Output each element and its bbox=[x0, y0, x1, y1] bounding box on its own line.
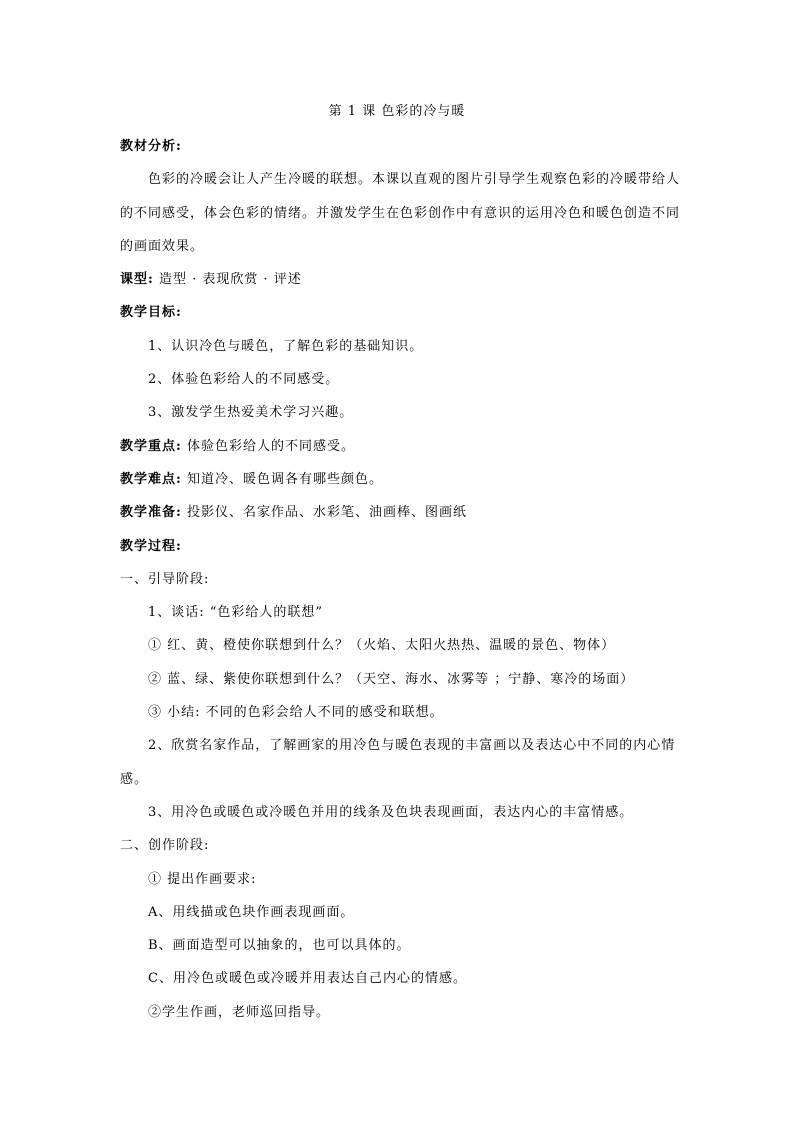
key-point-value: 体验色彩给人的不同感受。 bbox=[181, 438, 355, 454]
objective-item-1: 1、认识冷色与暖色，了解色彩的基础知识。 bbox=[148, 338, 424, 354]
preparation-value: 投影仪、名家作品、水彩笔、油画棒、图画纸 bbox=[181, 505, 467, 521]
objective-item-2: 2、体验色彩给人的不同感受。 bbox=[148, 372, 340, 388]
stage1-question-2: ② 蓝、绿、紫使你联想到什么？（天空、海水、冰雾等 ；宁静、寒冷的场面） bbox=[148, 671, 635, 687]
preparation-label: 教学准备: bbox=[120, 505, 182, 521]
lesson-type-value: 造型 · 表现欣赏 · 评述 bbox=[153, 272, 302, 288]
stage1-item-2-line-1: 2、欣赏名家作品，了解画家的用冷色与暖色表现的丰富画以及表达心中不同的内心情 bbox=[148, 738, 676, 754]
difficulty-label: 教学难点: bbox=[120, 471, 182, 487]
analysis-line-2: 的不同感受，体会色彩的情绪。并激发学生在色彩创作中有意识的运用冷色和暖色创造不同 bbox=[120, 205, 681, 221]
objective-item-3: 3、激发学生热爱美术学习兴趣。 bbox=[148, 405, 354, 421]
analysis-line-1: 色彩的冷暖会让人产生冷暖的联想。本课以直观的图片引导学生观察色彩的冷暖带给人 bbox=[148, 172, 681, 188]
difficulty-value: 知道冷、暖色调各有哪些颜色。 bbox=[181, 471, 383, 487]
stage1-item-3: 3、用冷色或暖色或冷暖色并用的线条及色块表现画面，表达内心的丰富情感。 bbox=[148, 804, 634, 820]
stage2-item-c: C、用冷色或暖色或冷暖并用表达自己内心的情感。 bbox=[148, 971, 467, 987]
process-heading: 教学过程: bbox=[120, 538, 182, 554]
stage2-heading: 二、创作阶段: bbox=[120, 838, 210, 854]
stage2-item-a: A、用线描或色块作画表现画面。 bbox=[148, 904, 355, 920]
analysis-line-3: 的画面效果。 bbox=[120, 238, 205, 254]
stage2-item-b: B、画面造型可以抽象的，也可以具体的。 bbox=[148, 938, 411, 954]
stage2-requirements: ① 提出作画要求: bbox=[148, 871, 257, 887]
lesson-type-label: 课型: bbox=[120, 272, 154, 288]
stage1-heading: 一、引导阶段: bbox=[120, 571, 210, 587]
page-title: 第 1 课 色彩的冷与暖 bbox=[328, 104, 466, 119]
stage1-talk: 1、谈话: “色彩给人的联想” bbox=[148, 605, 324, 621]
key-point-label: 教学重点: bbox=[120, 438, 182, 454]
preparation bbox=[120, 496, 680, 529]
key-point bbox=[120, 430, 680, 463]
document-body bbox=[120, 130, 680, 1029]
stage1-summary: ③ 小结: 不同的色彩会给人不同的感受和联想。 bbox=[148, 705, 444, 721]
lesson-type bbox=[120, 263, 680, 296]
objectives-heading: 教学目标: bbox=[120, 305, 182, 321]
analysis-heading: 教材分析: bbox=[120, 139, 182, 154]
difficulty bbox=[120, 463, 680, 496]
stage2-item-d: ②学生作画，老师巡回指导。 bbox=[148, 1004, 331, 1020]
stage1-question-1: ① 红、黄、橙使你联想到什么？（火焰、太阳火热热、温暖的景色、物体） bbox=[148, 638, 616, 654]
stage1-item-2-line-2: 感。 bbox=[120, 771, 149, 787]
